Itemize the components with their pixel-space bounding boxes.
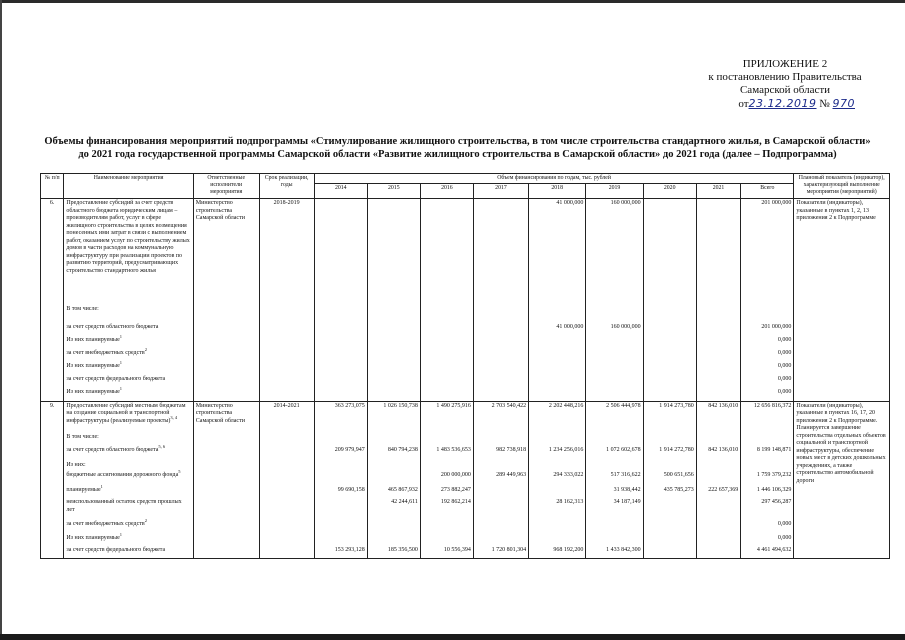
scan-edge-bottom bbox=[0, 634, 905, 640]
table-subrow bbox=[41, 349, 890, 362]
row-value-2018: 41 000,000 bbox=[529, 323, 586, 336]
header-year: 2015 bbox=[367, 184, 420, 199]
number-value: 970 bbox=[832, 97, 855, 110]
row-label bbox=[64, 443, 193, 461]
row-label-text: Из них: bbox=[66, 461, 86, 468]
header-total: Всего bbox=[741, 184, 794, 199]
table-subrow bbox=[41, 336, 890, 349]
row-label bbox=[64, 471, 193, 486]
row-label bbox=[64, 534, 193, 546]
row-value-2014: 209 979,947 bbox=[314, 446, 367, 461]
row-value-2019: 160 000,000 bbox=[586, 199, 643, 306]
row-label-text: планируемые bbox=[66, 487, 101, 493]
header-funding: Объем финансирования по годам, тыс. рублей bbox=[314, 174, 794, 184]
row-total: 0,000 bbox=[741, 534, 794, 546]
table-body bbox=[41, 199, 890, 559]
row-value-2015: 465 867,932 bbox=[367, 486, 420, 498]
row-total: 0,000 bbox=[741, 362, 794, 375]
footnote-ref: 1 bbox=[100, 484, 103, 489]
table-subrow bbox=[41, 471, 890, 486]
row-label-text: Из них планируемые bbox=[66, 535, 120, 541]
row-label bbox=[64, 323, 193, 336]
footnote-ref: 5, 6 bbox=[158, 443, 166, 449]
footnote-ref: 5 bbox=[178, 469, 181, 475]
row-total: 297 456,287 bbox=[741, 498, 794, 520]
row-label-text: Из них планируемые bbox=[66, 389, 120, 395]
row-label bbox=[64, 520, 193, 534]
table-subrow bbox=[41, 323, 890, 336]
row-label-text: Из них планируемые bbox=[66, 363, 120, 369]
header-year: 2019 bbox=[586, 184, 643, 199]
header-year: 2016 bbox=[420, 184, 473, 199]
row-value-2015: 1 026 150,738 bbox=[367, 401, 420, 433]
row-value-2019: 1 072 602,678 bbox=[586, 446, 643, 461]
row-indicator: Показатели (индикаторы), указанные в пунктах 16, 17, 20 приложения 2 к Подпрограмме. Планируется завершение строительства отдельных объектов социальной и транспортной инфраструктуры, обеспечение новых мест в детских дошкольных учреждениях, а также строительство автомобильной дороги bbox=[794, 401, 890, 486]
row-no: 6. bbox=[41, 199, 64, 306]
row-no: 9. bbox=[41, 401, 64, 433]
row-value-2018: 968 192,200 bbox=[529, 546, 586, 558]
table-subrow bbox=[41, 446, 890, 461]
row-total: 0,000 bbox=[741, 336, 794, 349]
row-label-text: за счет средств федерального бюджета bbox=[66, 376, 166, 382]
appendix-ref: к постановлению Правительства bbox=[708, 71, 862, 83]
row-label bbox=[64, 486, 193, 498]
footnote-ref: 2 bbox=[144, 518, 147, 523]
row-value-2021: 842 136,010 bbox=[696, 446, 741, 461]
row-value-2018: 28 162,313 bbox=[529, 498, 586, 520]
row-total: 8 199 148,871 bbox=[741, 446, 794, 461]
table-subrow bbox=[41, 534, 890, 546]
row-value-2014: 153 293,128 bbox=[314, 546, 367, 558]
header-no: № п/п bbox=[41, 174, 64, 199]
row-label bbox=[64, 461, 193, 475]
footnote-ref: 3, 4 bbox=[170, 414, 178, 420]
footnote-ref: 1 bbox=[119, 360, 123, 365]
row-label bbox=[64, 388, 193, 401]
row-executor: Министерство строительства Самарской области bbox=[193, 401, 259, 433]
row-value-2018: 41 000,000 bbox=[529, 199, 586, 306]
row-total: 4 461 494,632 bbox=[741, 546, 794, 558]
row-total: 1 759 379,232 bbox=[741, 471, 794, 486]
header-name: Наименование мероприятия bbox=[64, 174, 193, 199]
row-label-text: В том числе: bbox=[66, 433, 99, 440]
row-label bbox=[64, 305, 193, 323]
row-value-2016: 1 490 275,916 bbox=[420, 401, 473, 433]
header-period: Срок реализации, годы bbox=[259, 174, 314, 199]
row-value-2020: 1 914 273,780 bbox=[643, 401, 696, 433]
row-value-2018: 1 234 256,016 bbox=[529, 446, 586, 461]
row-value-2015: 185 356,500 bbox=[367, 546, 420, 558]
footnote-ref: 2 bbox=[144, 347, 147, 352]
row-label bbox=[64, 362, 193, 375]
row-value-2014: 363 273,075 bbox=[314, 401, 367, 433]
row-label-text: за счет внебюджетных средств bbox=[66, 521, 145, 527]
row-label bbox=[64, 336, 193, 349]
row-value-2017: 289 449,963 bbox=[473, 471, 528, 486]
table-subrow bbox=[41, 362, 890, 375]
table-header bbox=[41, 174, 890, 199]
row-value-2016: 192 862,214 bbox=[420, 498, 473, 520]
row-value-2016: 1 483 536,653 bbox=[420, 446, 473, 461]
table-subrow bbox=[41, 388, 890, 401]
table-subrow bbox=[41, 486, 890, 498]
header-year: 2017 bbox=[473, 184, 528, 199]
appendix-header bbox=[685, 58, 885, 111]
date-prefix: от bbox=[738, 98, 749, 110]
row-total: 0,000 bbox=[741, 388, 794, 401]
row-value-2019: 160 000,000 bbox=[586, 323, 643, 336]
appendix-title: ПРИЛОЖЕНИЕ 2 bbox=[742, 58, 828, 70]
header-indicator: Плановый показатель (индикатор), характеризующий выполнение мероприятия (мероприятий) bbox=[794, 174, 890, 199]
row-label bbox=[64, 349, 193, 362]
header-year: 2014 bbox=[314, 184, 367, 199]
table-row-6 bbox=[41, 199, 890, 306]
row-value-2019: 2 506 444,978 bbox=[586, 401, 643, 433]
funding-table bbox=[40, 173, 890, 559]
row-value-2018: 294 333,022 bbox=[529, 471, 586, 486]
appendix-date-line bbox=[685, 97, 885, 111]
row-value-2019: 517 316,622 bbox=[586, 471, 643, 486]
row-value-2016: 200 000,000 bbox=[420, 471, 473, 486]
table-subrow bbox=[41, 305, 890, 323]
row-total: 1 446 106,329 bbox=[741, 486, 794, 498]
row-label-text: В том числе: bbox=[66, 306, 99, 312]
row-label-text: бюджетные ассигнования дорожного фонда bbox=[66, 472, 179, 479]
table-subrow bbox=[41, 498, 890, 520]
row-value-2019: 31 938,442 bbox=[586, 486, 643, 498]
title-line-1: Объемы финансирования мероприятий подпрограммы «Стимулирование жилищного строительства, в том числе строительства стандартного жилья, в Самарской области» bbox=[44, 136, 871, 147]
footnote-ref: 1 bbox=[119, 334, 123, 339]
row-value-2018: 2 202 448,216 bbox=[529, 401, 586, 433]
header-year: 2018 bbox=[529, 184, 586, 199]
header-year: 2020 bbox=[643, 184, 696, 199]
row-name bbox=[64, 401, 193, 433]
row-value-2020: 500 651,656 bbox=[643, 471, 696, 486]
appendix-region: Самарской области bbox=[739, 84, 831, 96]
row-label bbox=[64, 433, 193, 446]
row-value-2016: 273 882,247 bbox=[420, 486, 473, 498]
row-value-2020: 1 914 272,780 bbox=[643, 446, 696, 461]
header-year: 2021 bbox=[696, 184, 741, 199]
row-total: 12 656 816,372 bbox=[741, 401, 794, 433]
row-label-text: за счет внебюджетных средств bbox=[66, 350, 145, 356]
header-executors: Ответственные исполнители мероприятия bbox=[193, 174, 259, 199]
scan-edge-left bbox=[0, 0, 2, 640]
row-executor: Министерство строительства Самарской области bbox=[193, 199, 259, 306]
footnote-ref: 1 bbox=[119, 386, 123, 391]
row-label-text: за счет средств областного бюджета bbox=[66, 324, 159, 330]
row-value-2015: 42 244,611 bbox=[367, 498, 420, 520]
footnote-ref: 1 bbox=[119, 532, 123, 537]
row-total: 0,000 bbox=[741, 520, 794, 534]
table-subrow bbox=[41, 546, 890, 558]
table-subrow bbox=[41, 520, 890, 534]
table-subrow bbox=[41, 461, 890, 472]
date-value: 23.12.2019 bbox=[748, 97, 817, 110]
row-label-text: за счет средств областного бюджета bbox=[66, 446, 159, 453]
row-value-2014: 99 690,158 bbox=[314, 486, 367, 498]
row-label bbox=[64, 498, 193, 520]
table-row-9 bbox=[41, 401, 890, 433]
table-subrow bbox=[41, 375, 890, 388]
row-name: Предоставление субсидий за счет средств областного бюджета юридическим лицам – производителям работ, услуг в сфере жилищного строительства в целях возмещения понесенных ими затрат в связи с выполнением работ, оказанием услуг по строительству жилых домов в части расходов на коммунальную инфраструктуру при реализации проектов по развитию территорий, предусматривающих строительство стандартного жилья bbox=[64, 199, 193, 306]
row-total: 201 000,000 bbox=[741, 199, 794, 306]
row-label-text: за счет средств федерального бюджета bbox=[66, 547, 166, 553]
row-label bbox=[64, 375, 193, 388]
row-period: 2018-2019 bbox=[259, 199, 314, 306]
row-value-2016: 10 556,394 bbox=[420, 546, 473, 558]
row-value-2017: 982 738,918 bbox=[473, 446, 528, 461]
row-indicator: Показатели (индикаторы), указанные в пунктах 1, 2, 13 приложения 2 к Подпрограмме bbox=[794, 199, 890, 306]
number-prefix: № bbox=[819, 98, 830, 110]
row-total bbox=[741, 305, 794, 323]
row-value-2019: 1 433 842,300 bbox=[586, 546, 643, 558]
row-label bbox=[64, 546, 193, 558]
row-name-text: Предоставление субсидий местным бюджетам на создание социальной и транспортной инфраструктуры (реализуемые проекты) bbox=[66, 402, 186, 424]
row-total: 0,000 bbox=[741, 349, 794, 362]
row-period: 2014-2021 bbox=[259, 401, 314, 433]
row-value-2017: 1 720 801,304 bbox=[473, 546, 528, 558]
row-label-text: Из них планируемые bbox=[66, 337, 120, 343]
row-value-2015: 840 794,238 bbox=[367, 446, 420, 461]
document-title bbox=[40, 135, 875, 161]
row-value-2021: 222 657,369 bbox=[696, 486, 741, 498]
row-value-2017: 2 703 540,422 bbox=[473, 401, 528, 433]
row-value-2020: 435 785,273 bbox=[643, 486, 696, 498]
row-value-2021: 842 136,010 bbox=[696, 401, 741, 433]
table-subrow bbox=[41, 433, 890, 446]
scan-edge-top bbox=[0, 0, 905, 3]
row-label-text: неиспользованный остаток средств прошлых лет bbox=[66, 499, 182, 513]
row-total: 201 000,000 bbox=[741, 323, 794, 336]
title-line-2: до 2021 года государственной программы Самарской области «Развитие жилищного строительства в Самарской области» до 2021 года (далее – Подпрограмма) bbox=[78, 149, 837, 160]
row-total: 0,000 bbox=[741, 375, 794, 388]
row-value-2019: 34 187,149 bbox=[586, 498, 643, 520]
